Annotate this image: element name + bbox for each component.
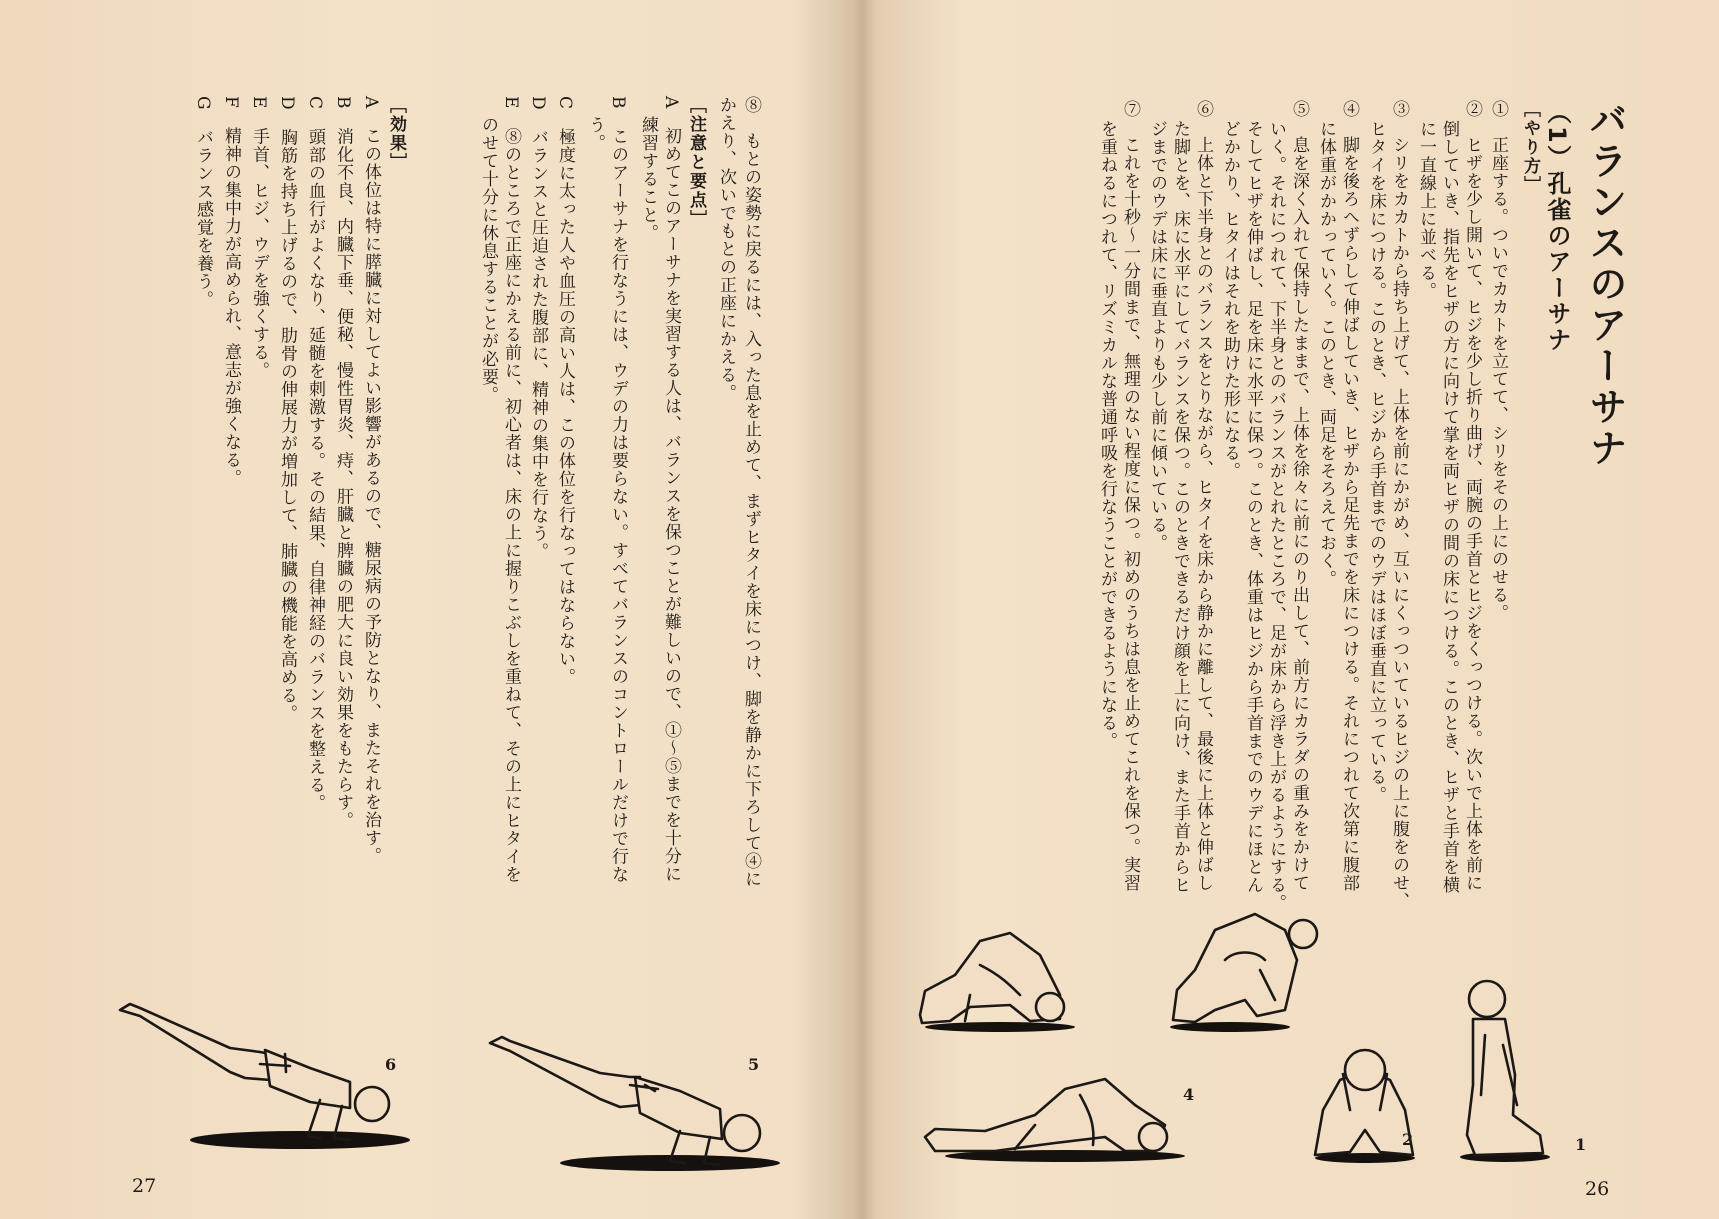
effect-a: A この体位は特に膵臓に対してよい影響があるので、糖尿病の予防となり、またそれを治す。 [361, 96, 381, 866]
step-2-cont-2: に一直線上に並べる。 [1416, 120, 1436, 300]
caution-e-cont: のせて十分に休息することが必要。 [478, 116, 498, 404]
figure-3-forehead-to-floor [910, 925, 1090, 1035]
figure-4-number: 4 [1183, 1085, 1195, 1104]
step-1: ① 正座する。ついでカカトを立てて、シリをその上にのせる。 [1488, 100, 1508, 622]
figure-6-number: 6 [385, 1055, 397, 1074]
step-5: ⑤ 息を深く入れて保持したままで、上体を徐々に前にのり出して、前方にカラダの重みをかけて [1289, 100, 1309, 892]
caution-label: ［注意と要点］ [686, 96, 706, 229]
effect-c: C 頭部の血行がよくなり、延髄を刺激する。その結果、自律神経のバランスを整える。 [305, 96, 325, 813]
page-title: バランスのアーサナ [1583, 100, 1627, 469]
figure-5-legs-lifted [480, 1025, 800, 1175]
effect-e: E 手首、ヒジ、ウデを強くする。 [249, 96, 269, 380]
step-6-cont-2: ジまでのウデは床に垂直よりも少し前に傾いている。 [1147, 120, 1167, 552]
figure-5-number: 5 [748, 1055, 760, 1074]
caution-d: D バランスと圧迫された腹部に、精神の集中を行なう。 [528, 96, 548, 561]
step-6: ⑥ 上体と下半身とのバランスをとりながら、ヒタイを床から静かに離して、最後に上体と伸ばし [1193, 100, 1213, 892]
figure-6-peacock-pose [110, 990, 430, 1150]
figure-1-kneeling [1445, 975, 1555, 1165]
page-number-right: 26 [1585, 1178, 1610, 1200]
page-number-left: 27 [132, 1175, 157, 1197]
figure-1-number: 1 [1575, 1135, 1587, 1154]
step-5-cont-3: どかかり、ヒタイはそれを助けた形になる。 [1220, 120, 1240, 480]
caution-b-cont: う。 [585, 116, 605, 152]
step-8-line-1: ⑧ もとの姿勢に戻るには、入った息を止めて、まずヒタイを床につけ、脚を静かに下ろして④に [741, 96, 761, 888]
effects-label: ［効果］ [386, 96, 406, 172]
step-5-cont-2: そしてヒザを伸ばし、足を床に水平に保つ。このとき、体重はヒジから手首までのウデにほとん [1243, 120, 1263, 894]
caution-a-cont: 練習すること。 [638, 116, 658, 242]
caution-e: E ⑧のところで正座にかえる前に、初心者は、床の上に握りこぶしを重ねて、その上にヒタイを [501, 96, 521, 884]
step-7-cont: を重ねるにつれて、リズミカルな普通呼吸を行なうことができるようになる。 [1097, 120, 1117, 750]
figure-2-number: 2 [1402, 1130, 1414, 1149]
effect-f: F 精神の集中力が高められ、意志が強くなる。 [221, 96, 241, 487]
method-label: ［やり方］ [1520, 100, 1540, 195]
step-3: ③ シリをカカトから持ち上げて、上体を前にかがめ、互いにくっついているヒジの上に腹をのせ、 [1389, 100, 1409, 910]
effect-b: B 消化不良、内臓下垂、便秘、慢性胃炎、痔、肝臓と脾臓の肥大に良い効果をもたらす。 [333, 96, 353, 830]
caution-c: C 極度に太った人や血圧の高い人は、この体位を行なってはならない。 [555, 96, 575, 687]
effect-g: G バランス感覚を養う。 [193, 96, 213, 309]
step-6-cont-1: た脚とを、床に水平にしてバランスを保つ。このときできるだけ顔を上に向け、また手首からヒ [1170, 120, 1190, 894]
step-8-line-2: かえり、次いでもとの正座にかえる。 [716, 96, 736, 402]
step-2-cont-1: 倒していき、指先をヒザの方に向けて掌を両ヒザの間の床につける。このとき、ヒザと手首を横 [1439, 120, 1459, 894]
step-5-cont-1: いく。それにつれて、下半身とのバランスがとれたところで、足が床から浮き上がるようにする。 [1266, 120, 1286, 912]
figure-4-legs-extended [915, 1065, 1195, 1165]
caution-a: A 初めてこのアーサナを実習する人は、バランスを保つことが難しいので、①〜⑤までを十分に [661, 96, 681, 884]
effect-d: D 胸筋を持ち上げるので、肋骨の伸展力が増加して、肺臓の機能を高める。 [277, 96, 297, 723]
section-title: （1）孔雀のアーサナ [1543, 100, 1571, 353]
step-4-cont: に体重がかかっていく。このとき、両足をそろえておく。 [1316, 120, 1336, 588]
caution-b: B このアーサナを行なうには、ウデの力は要らない。すべてバランスのコントロールだけで行な [608, 96, 628, 884]
figure-2-forearms-together [1165, 910, 1335, 1035]
right-page [870, 0, 1719, 1219]
step-4: ④ 脚を後ろへずらして伸ばしていき、ヒザから足先までを床につける。それにつれて次第に腹部 [1339, 100, 1359, 892]
step-2: ② ヒザを少し開いて、ヒジを少し折り曲げ、両腕の手首とヒジをくっつける。次いで上体を前に [1462, 100, 1482, 892]
step-7: ⑦ これを十秒〜一分間まで、無理のない程度に保つ。初めのうちは息を止めてこれを保つ。実習 [1120, 100, 1140, 892]
step-3-cont: ヒタイを床につける。このとき、ヒジから手首までのウデはほぼ垂直に立っている。 [1366, 120, 1386, 804]
